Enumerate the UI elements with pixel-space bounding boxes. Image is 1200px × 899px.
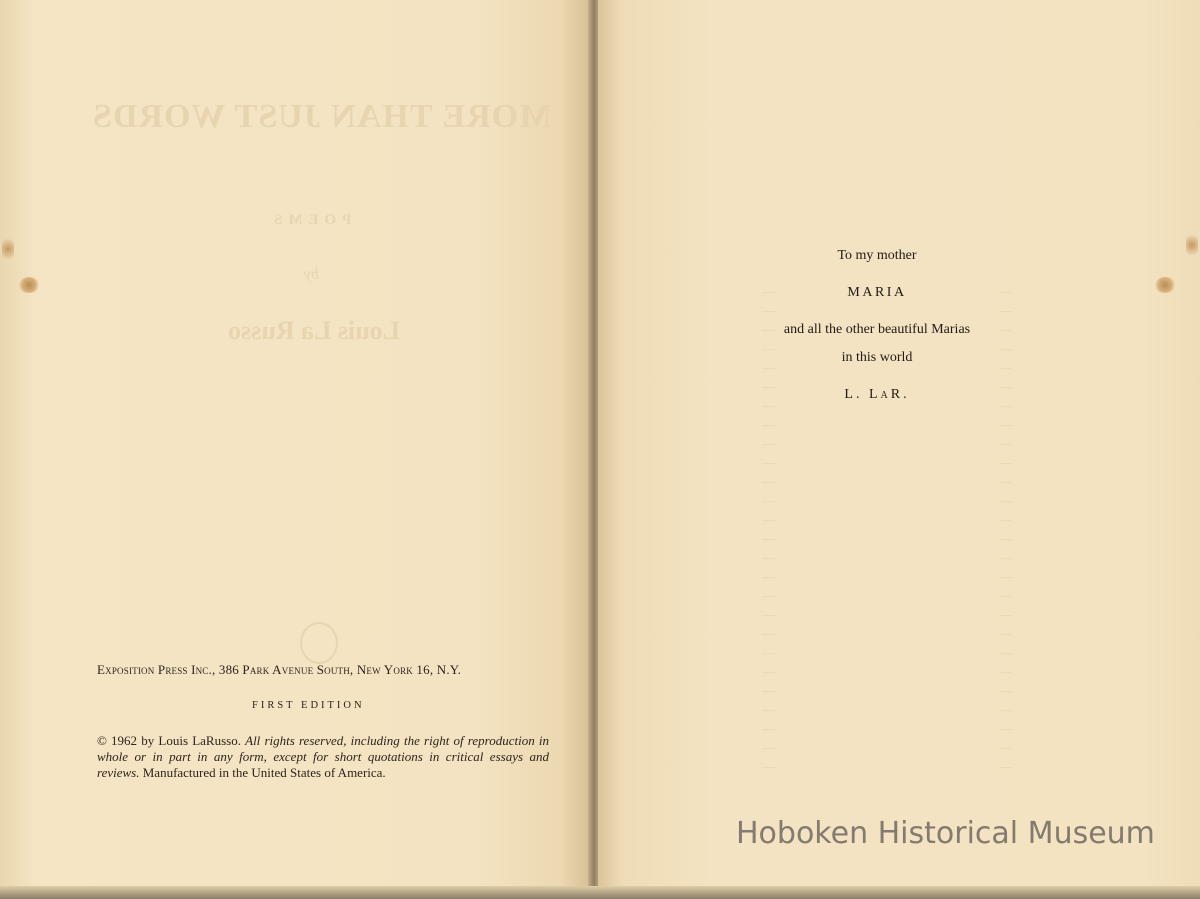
museum-watermark: Hoboken Historical Museum <box>736 816 1155 851</box>
paper-tear <box>1186 232 1198 258</box>
dedication-line: To my mother <box>837 248 917 263</box>
dedication-signature: L. LaR. <box>844 387 910 402</box>
show-through-text: by <box>304 266 320 283</box>
publisher-line: Exposition Press Inc., 386 Park Avenue South, New York 16, N.Y. <box>97 662 462 677</box>
paper-tear <box>2 236 14 262</box>
publisher-logo-show-through <box>300 622 338 664</box>
paper-stain <box>18 277 40 293</box>
copyright-manufactured-text: Manufactured in the United States of America. <box>139 765 386 780</box>
dedication <box>740 246 1014 404</box>
dedication-name: MARIA <box>847 285 907 300</box>
copyright-notice <box>97 733 549 781</box>
copyright-rights-text: All rights reserved, including the right of reproduction in whole or in part in any form, except for short quotations in critical essays and reviews. <box>97 733 549 780</box>
show-through-contents: — — — — — — — — — — — — — — — — — — — — — — — — — — — — — — — — — — — — — — — — — — — — — — — — — — — — <box>762 284 1012 774</box>
show-through-text: MORE THAN JUST WORDS <box>92 98 552 135</box>
copyright-text: © 1962 by Louis LaRusso. <box>97 733 246 748</box>
show-through-text: Louis La Russo <box>228 316 400 345</box>
dedication-line: in this world <box>841 350 913 365</box>
show-through-text: POEMS <box>268 212 352 228</box>
edition-label: FIRST EDITION <box>252 700 365 711</box>
page-bottom-edge <box>0 886 1200 899</box>
paper-stain <box>1154 277 1176 293</box>
dedication-line: and all the other beautiful Marias <box>783 322 971 337</box>
